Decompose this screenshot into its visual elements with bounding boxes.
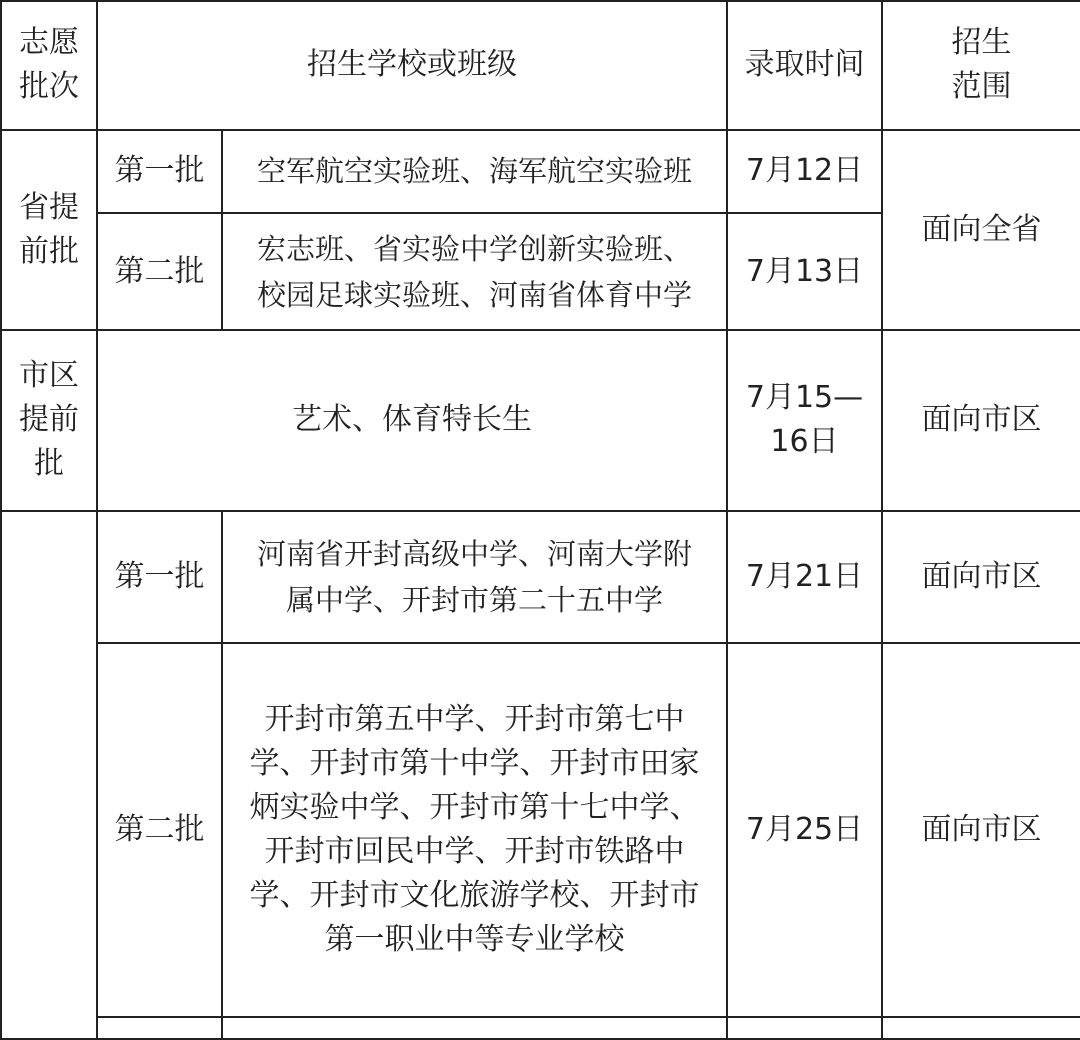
sub-batch-label: 第二批 [97,213,222,330]
table-row-cropped [1,1017,1080,1039]
city-scope: 面向市区 [882,511,1080,643]
school-list [222,1017,727,1039]
city-early-label: 市区 提前 批 [1,330,97,511]
city-scope [882,1017,1080,1039]
header-scope: 招生 范围 [882,1,1080,130]
school-list: 河南省开封高级中学、河南大学附 属中学、开封市第二十五中学 [222,511,727,643]
sub-batch-label [97,1017,222,1039]
city-scope: 面向市区 [882,330,1080,511]
header-row [1,1,1080,130]
admission-time: 7月12日 [727,130,882,213]
header-school: 招生学校或班级 [97,1,727,130]
sub-batch-label: 第一批 [97,130,222,213]
sub-batch-label: 第二批 [97,643,222,1017]
city-scope: 面向市区 [882,643,1080,1017]
school-list: 开封市第五中学、开封市第七中 学、开封市第十中学、开封市田家 炳实验中学、开封市第十七中学、 开封市回民中学、开封市铁路中 学、开封市文化旅游学校、开封市 第一职业中等专业学校 [222,643,727,1017]
city-batch-label-continued [1,1017,97,1039]
sub-batch-label: 第一批 [97,511,222,643]
admission-time: 7月15— 16日 [727,330,882,511]
provincial-early-label: 省提 前批 [1,130,97,330]
admission-time: 7月21日 [727,511,882,643]
table-row [1,511,1080,643]
admission-time: 7月25日 [727,643,882,1017]
school-list: 空军航空实验班、海军航空实验班 [222,130,727,213]
table-row [1,330,1080,511]
school-list: 艺术、体育特长生 [97,330,727,511]
provincial-scope: 面向全省 [882,130,1080,330]
admission-time [727,1017,882,1039]
school-list: 宏志班、省实验中学创新实验班、 校园足球实验班、河南省体育中学 [222,213,727,330]
table-row [1,643,1080,1017]
table-row [1,130,1080,213]
admission-time: 7月13日 [727,213,882,330]
city-batch-label [1,511,97,1017]
header-batch: 志愿 批次 [1,1,97,130]
header-time: 录取时间 [727,1,882,130]
